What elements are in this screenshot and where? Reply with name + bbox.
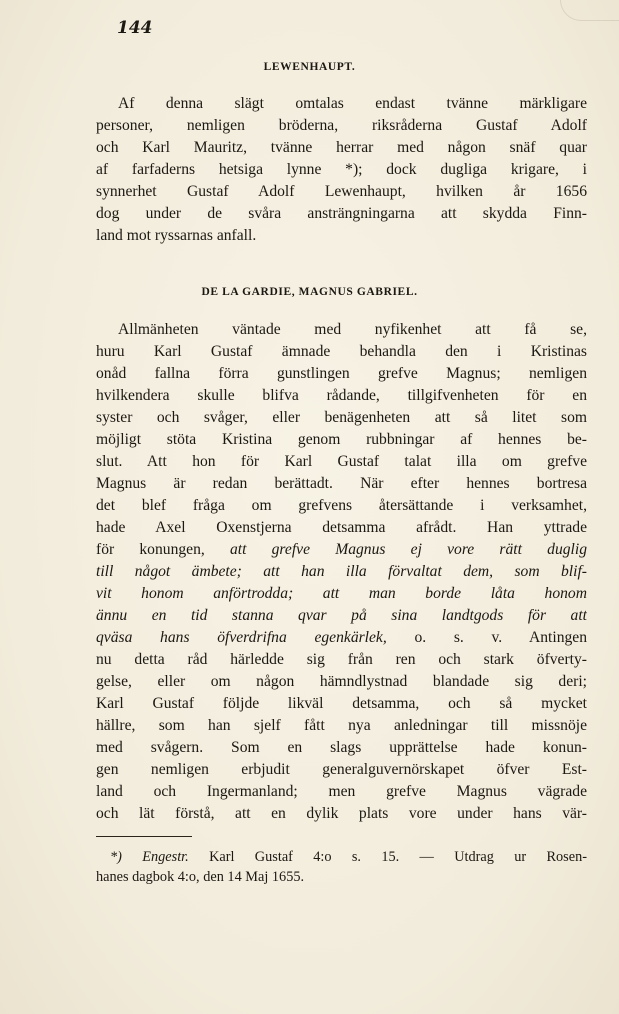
section-heading-lewenhaupt: LEWENHAUPT. xyxy=(263,61,356,73)
text-line: gelse, eller om någon hämndlystnad blandade sig deri; xyxy=(96,673,587,690)
text-line: land mot ryssarnas anfall. xyxy=(96,227,257,244)
page-corner-mark xyxy=(560,0,619,21)
footnote-source: *) Engestr. xyxy=(110,849,189,865)
paragraph-lewenhaupt xyxy=(96,93,587,247)
italic-quote: qväsa hans öfverdrifna egenkärlek, xyxy=(96,629,387,646)
text-line: onåd fallna förra gunstlingen grefve Magnus; nemligen xyxy=(96,365,587,382)
text-line: af farfaderns hetsiga lynne *); dock dugliga krigare, i xyxy=(96,161,587,178)
text-line: Af denna slägt omtalas endast tvänne märkligare xyxy=(118,95,587,112)
italic-quote: att grefve Magnus ej vore rätt duglig xyxy=(229,541,587,558)
footnote-divider xyxy=(96,836,192,837)
text-line: det blef fråga om grefvens återsättande i verksamhet, xyxy=(96,497,587,514)
text-line: hvilkendera skulle blifva rådande, tillgifvenheten för en xyxy=(96,387,587,404)
text-line: dog under de svåra ansträngningarna att skydda Finn- xyxy=(96,205,587,222)
text-line xyxy=(96,627,587,649)
text-line: slut. Att hon för Karl Gustaf talat illa om grefve xyxy=(96,453,587,470)
footnote-line: hanes dagbok 4:o, den 14 Maj 1655. xyxy=(96,869,305,885)
paragraph-de-la-gardie xyxy=(96,319,587,825)
text-run: Karl Gustaf 4:o s. 15. — Utdrag ur Rosen- xyxy=(209,849,587,865)
text-line xyxy=(96,561,587,583)
text-run: för konungen, xyxy=(96,541,205,558)
text-line: synnerhet Gustaf Adolf Lewenhaupt, hvilken år 1656 xyxy=(96,183,587,200)
text-line: nu detta råd härledde sig från ren och stark öfverty- xyxy=(96,651,587,668)
text-line: hällre, som han sjelf fått nya anledningar till missnöje xyxy=(96,717,587,734)
text-line xyxy=(96,605,587,627)
text-line: med svågern. Som en slags upprättelse hade konun- xyxy=(96,739,587,756)
text-line: möjligt stöta Kristina genom rubbningar af hennes be- xyxy=(96,431,587,448)
text-line: och Karl Mauritz, tvänne herrar med någon snäf quar xyxy=(96,139,587,156)
footnote-line xyxy=(96,847,587,867)
text-line: huru Karl Gustaf ämnade behandla den i Kristinas xyxy=(96,343,587,360)
italic-quote: till något ämbete; att han illa förvaltat dem, som blif- xyxy=(96,563,587,580)
text-run: o. s. v. Antingen xyxy=(414,629,587,646)
page-number: 144 xyxy=(117,18,153,38)
text-line: Karl Gustaf följde likväl detsamma, och så mycket xyxy=(96,695,587,712)
text-line: gen nemligen erbjudit generalguvernörskapet öfver Est- xyxy=(96,761,587,778)
text-line: och lät förstå, att en dylik plats vore under hans vär- xyxy=(96,805,587,822)
text-line: land och Ingermanland; men grefve Magnus vägrade xyxy=(96,783,587,800)
text-line xyxy=(96,583,587,605)
text-line: syster och svåger, eller benägenheten att så litet som xyxy=(96,409,587,426)
italic-quote: vit honom anförtrodda; att man borde låta honom xyxy=(96,585,587,602)
text-line: Allmänheten väntade med nyfikenhet att få se, xyxy=(118,321,587,338)
section-heading-de-la-gardie: DE LA GARDIE, MAGNUS GABRIEL. xyxy=(201,286,418,298)
text-line: Magnus är redan berättadt. När efter hennes bortresa xyxy=(96,475,587,492)
text-line xyxy=(96,539,587,561)
italic-quote: ännu en tid stanna qvar på sina landtgods för att xyxy=(96,607,587,624)
footnote xyxy=(96,847,587,887)
text-line: hade Axel Oxenstjerna detsamma afrådt. Han yttrade xyxy=(96,519,587,536)
text-line: personer, nemligen bröderna, riksråderna Gustaf Adolf xyxy=(96,117,587,134)
